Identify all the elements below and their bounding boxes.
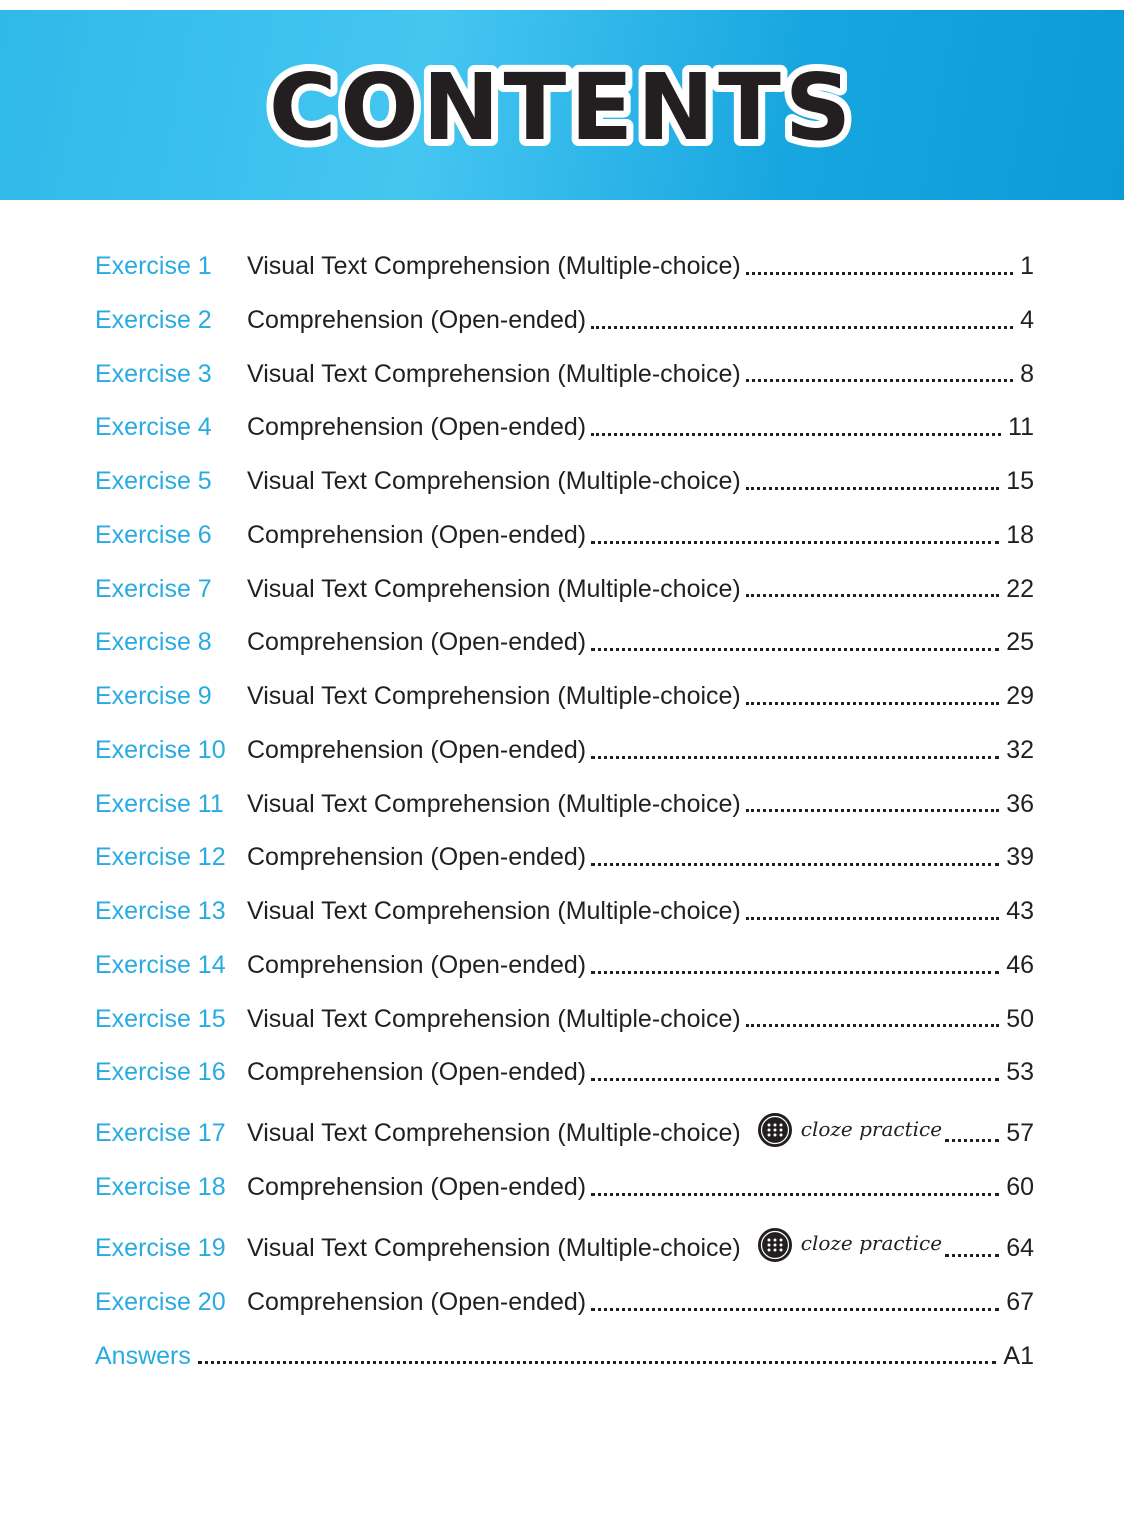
toc-entry-page: 18	[1006, 520, 1034, 549]
toc-entry-page: 22	[1006, 574, 1034, 603]
toc-entry-label: Exercise 19	[95, 1234, 226, 1262]
toc-entry-title: Comprehension (Open-ended)	[247, 1058, 587, 1087]
toc-entry-title: Comprehension (Open-ended)	[247, 950, 587, 979]
toc-entry-title: Comprehension (Open-ended)	[247, 843, 587, 872]
toc-entry-label: Exercise 2	[95, 305, 212, 334]
toc-entry-title: Visual Text Comprehension (Multiple-choice)	[247, 574, 741, 603]
toc-entry-label: Exercise 7	[95, 574, 212, 603]
page-title: CONTENTS	[268, 54, 856, 161]
page-title-graphic	[152, 35, 972, 175]
toc-entry-page: 36	[1006, 789, 1034, 818]
toc-entry	[95, 467, 1034, 496]
toc-entry	[95, 790, 1034, 819]
toc-entry-page: 60	[1006, 1173, 1034, 1201]
dot-leader	[746, 809, 999, 812]
toc-entry-label: Exercise 11	[95, 789, 224, 818]
toc-entry-page: 32	[1006, 735, 1034, 764]
toc-entry-label: Exercise 16	[95, 1058, 226, 1087]
toc-entry	[95, 682, 1034, 711]
dot-leader	[746, 272, 1013, 275]
dot-leader	[746, 487, 999, 490]
toc-entry-page: 1	[1020, 252, 1034, 280]
toc-entry-label: Exercise 4	[95, 413, 212, 442]
toc-entry	[95, 360, 1034, 389]
toc-entry-title: Visual Text Comprehension (Multiple-choice)	[247, 1119, 741, 1148]
toc-entry-page: 15	[1006, 467, 1034, 495]
dot-leader	[746, 379, 1013, 382]
toc-entry-page: 29	[1006, 682, 1034, 710]
toc-list	[95, 252, 1034, 1395]
toc-entry-label: Exercise 5	[95, 467, 212, 495]
toc-entry-label: Exercise 6	[95, 520, 212, 549]
toc-entry-label: Exercise 12	[95, 843, 226, 872]
dot-leader	[591, 756, 999, 759]
toc-entry-title: Visual Text Comprehension (Multiple-choice)	[247, 359, 741, 388]
toc-entry-title: Comprehension (Open-ended)	[247, 1173, 587, 1201]
toc-entry-title: Visual Text Comprehension (Multiple-choice)	[247, 789, 741, 818]
toc-entry-label: Exercise 10	[95, 735, 226, 764]
toc-entry	[95, 306, 1034, 335]
toc-entry-title: Comprehension (Open-ended)	[247, 1287, 587, 1316]
toc-entry	[95, 1173, 1034, 1202]
dot-leader	[591, 433, 1001, 436]
toc-entry	[95, 628, 1034, 657]
toc-entry	[95, 1112, 1034, 1148]
dot-leader	[591, 1308, 999, 1311]
toc-entry-page: 57	[1006, 1119, 1034, 1148]
toc-entry-label: Exercise 14	[95, 950, 226, 979]
dot-leader	[945, 1254, 999, 1257]
dot-leader	[746, 702, 999, 705]
toc-entry-title: Visual Text Comprehension (Multiple-choice)	[247, 1234, 741, 1262]
dot-leader	[591, 648, 999, 651]
toc-entry-label: Exercise 20	[95, 1287, 226, 1316]
toc-entry	[95, 736, 1034, 765]
toc-entry-title: Comprehension (Open-ended)	[247, 520, 587, 549]
film-reel-icon	[757, 1227, 793, 1263]
toc-answers-row	[95, 1342, 1034, 1371]
dot-leader	[198, 1361, 997, 1364]
toc-entry-label: Exercise 17	[95, 1119, 226, 1148]
toc-entry	[95, 1288, 1034, 1317]
toc-entry-label: Exercise 1	[95, 252, 212, 280]
toc-entry-label: Exercise 9	[95, 682, 212, 710]
toc-entry-label: Exercise 8	[95, 628, 212, 657]
toc-entry-page: 64	[1006, 1234, 1034, 1262]
toc-entry-page: 67	[1006, 1287, 1034, 1316]
toc-entry-page: 25	[1006, 628, 1034, 657]
toc-entry	[95, 951, 1034, 980]
toc-entry	[95, 413, 1034, 442]
toc-entry-label: Exercise 3	[95, 359, 212, 388]
dot-leader	[591, 326, 1013, 329]
toc-entry-page: 53	[1006, 1058, 1034, 1087]
toc-entry-title: Comprehension (Open-ended)	[247, 413, 587, 442]
toc-entry-page: 11	[1008, 413, 1034, 442]
toc-entry	[95, 1005, 1034, 1034]
toc-answers-label: Answers	[95, 1341, 191, 1370]
toc-entry	[95, 252, 1034, 281]
toc-entry	[95, 575, 1034, 604]
dot-leader	[591, 971, 999, 974]
toc-entry-title: Comprehension (Open-ended)	[247, 305, 587, 334]
toc-entry-title: Visual Text Comprehension (Multiple-choice)	[247, 682, 741, 710]
dot-leader	[746, 594, 999, 597]
dot-leader	[591, 863, 999, 866]
toc-entry	[95, 521, 1034, 550]
toc-entry-label: Exercise 18	[95, 1173, 226, 1201]
toc-entry-label: Exercise 15	[95, 1004, 226, 1033]
toc-entry-page: 50	[1006, 1004, 1034, 1033]
toc-entry-title: Visual Text Comprehension (Multiple-choice)	[247, 467, 741, 495]
cloze-practice-badge	[757, 1227, 942, 1263]
toc-entry-title: Visual Text Comprehension (Multiple-choice)	[247, 252, 741, 280]
toc-entry-page: 39	[1006, 843, 1034, 872]
toc-answers-page: A1	[1003, 1341, 1034, 1370]
dot-leader	[591, 1078, 999, 1081]
toc-entry	[95, 1227, 1034, 1263]
toc-entry	[95, 843, 1034, 872]
film-reel-icon	[757, 1112, 793, 1148]
toc-entry-title: Comprehension (Open-ended)	[247, 628, 587, 657]
toc-entry	[95, 897, 1034, 926]
toc-entry-title: Visual Text Comprehension (Multiple-choice)	[247, 1004, 741, 1033]
dot-leader	[591, 1193, 999, 1196]
toc-entry-title: Visual Text Comprehension (Multiple-choice)	[247, 897, 741, 925]
header-banner	[0, 10, 1124, 200]
cloze-practice-badge	[757, 1112, 942, 1148]
toc-entry	[95, 1058, 1034, 1087]
dot-leader	[945, 1139, 999, 1142]
dot-leader	[591, 541, 999, 544]
toc-entry-page: 8	[1020, 359, 1034, 388]
toc-entry-page: 46	[1006, 950, 1034, 979]
toc-entry-page: 43	[1006, 897, 1034, 925]
dot-leader	[746, 1024, 999, 1027]
toc-entry-title: Comprehension (Open-ended)	[247, 735, 587, 764]
cloze-practice-label: cloze practice	[800, 1231, 943, 1256]
toc-entry-page: 4	[1020, 305, 1034, 334]
cloze-practice-label: cloze practice	[800, 1116, 943, 1141]
dot-leader	[746, 917, 999, 920]
toc-entry-label: Exercise 13	[95, 897, 226, 925]
